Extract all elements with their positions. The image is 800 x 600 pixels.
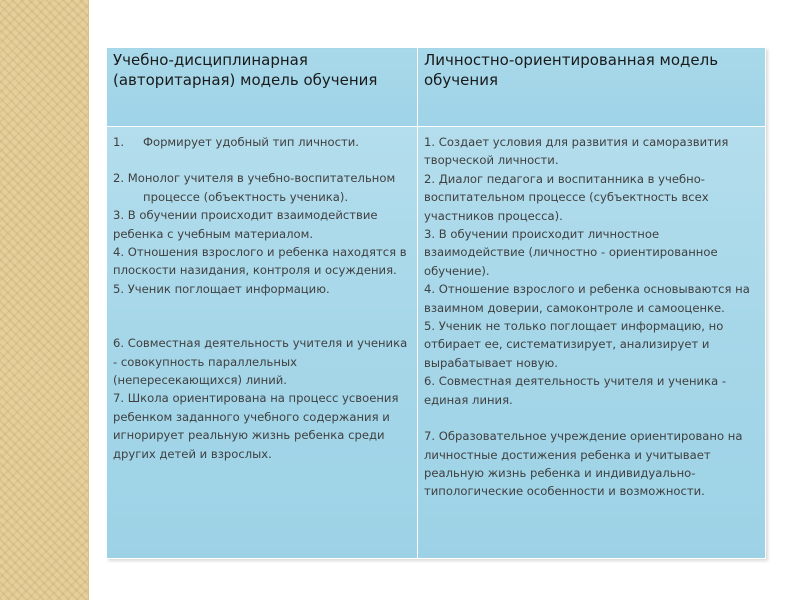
right-item-1: 1. Создает условия для развития и саморазвития творческой личности.: [424, 135, 729, 168]
right-item-7: 7. Образовательное учреждение ориентировано на личностные достижения ребенка и учитывает реальную жизнь ребенка и индивидуально-типологические особенности и возможности.: [424, 429, 743, 499]
content-row: [107, 127, 766, 559]
right-item-6: 6. Совместная деятельность учителя и ученика - единая линия.: [424, 374, 727, 407]
header-authoritarian-model: Учебно-дисциплинарная (авторитарная) модель обучения: [107, 48, 418, 127]
left-item-1: [113, 133, 411, 151]
comparison-table-container: [106, 47, 766, 559]
header-personality-oriented-model: Личностно-ориентированная модель обучения: [418, 48, 766, 127]
left-item-5: 5. Ученик поглощает информацию.: [113, 281, 330, 296]
right-item-4: 4. Отношение взрослого и ребенка основываются на взаимном доверии, самоконтроле и самооценке.: [424, 282, 750, 315]
comparison-table: [106, 47, 766, 559]
left-item-7: 7. Школа ориентирована на процесс усвоения ребенком заданного учебного содержания и игнорирует реальную жизнь ребенка среди других детей и взрослых.: [113, 391, 399, 461]
personality-oriented-model-cell: [418, 127, 766, 559]
right-item-3: 3. В обучении происходит личностное взаимодействие (личностно - ориентированное обучение).: [424, 227, 718, 278]
left-item-1-text: Формирует удобный тип личности.: [143, 135, 359, 149]
authoritarian-model-cell: [107, 127, 418, 559]
left-item-2: 2. Монолог учителя в учебно-воспитательном процессе (объектность ученика).: [113, 171, 396, 204]
left-item-6: 6. Совместная деятельность учителя и ученика - совокупность параллельных (непересекающихся) линий.: [113, 336, 408, 388]
right-item-2: 2. Диалог педагога и воспитанника в учебно-воспитательном процессе (субъектность всех участников процесса).: [424, 171, 709, 223]
left-item-3: 3. В обучении происходит взаимодействие ребенка с учебным материалом.: [113, 208, 378, 241]
left-item-1-number: 1.: [113, 135, 125, 149]
left-item-4: 4. Отношения взрослого и ребенка находятся в плоскости назидания, контроля и осуждения.: [113, 245, 407, 278]
header-row: [107, 48, 766, 127]
decorative-side-strip: [0, 0, 89, 600]
right-item-5: 5. Ученик не только поглощает информацию, но отбирает ее, систематизирует, анализирует и вырабатывает новую.: [424, 319, 724, 370]
